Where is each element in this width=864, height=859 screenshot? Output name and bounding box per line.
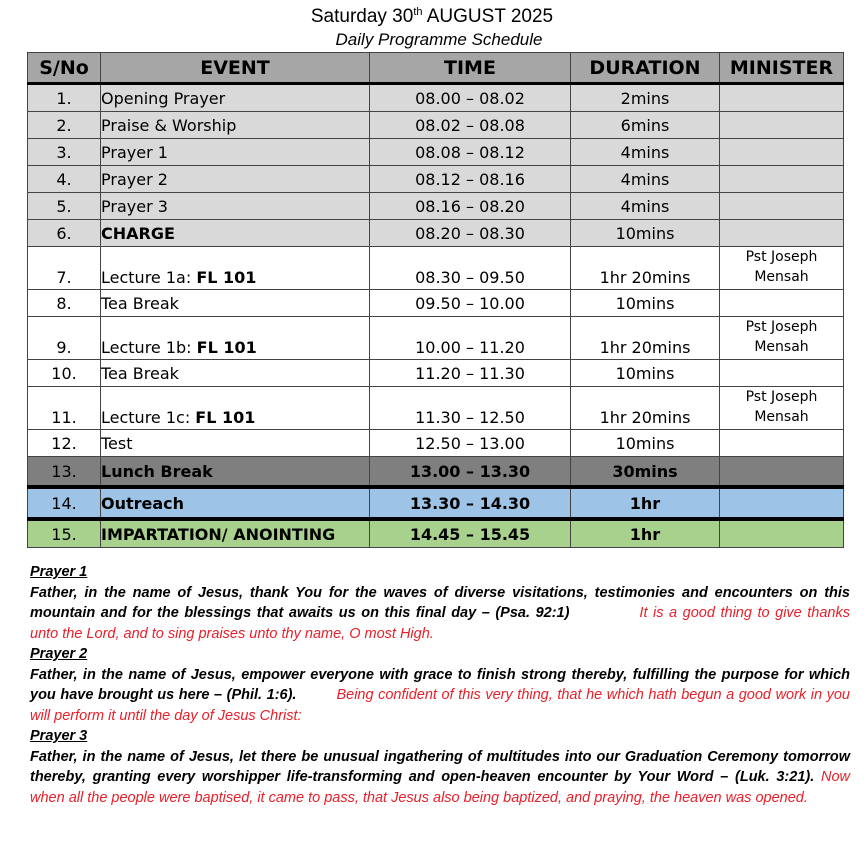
table-row — [28, 430, 844, 457]
row-event: IMPARTATION/ ANOINTING — [101, 519, 370, 548]
prayer-3-body — [30, 747, 850, 809]
table-row — [28, 457, 844, 488]
row-minister — [720, 139, 844, 166]
table-row — [28, 487, 844, 519]
row-minister: Pst Joseph Mensah — [720, 317, 844, 360]
table-row — [28, 166, 844, 193]
row-number: 2. — [28, 112, 101, 139]
table-row — [28, 290, 844, 317]
table-row — [28, 360, 844, 387]
row-event: Prayer 1 — [101, 139, 370, 166]
prayer-2-text: Father, in the name of Jesus, empower everyone with grace to finish strong thereby, fulfilling the purpose for which you have brought us here – (Phil. 1:6). — [30, 666, 850, 703]
row-duration: 30mins — [571, 457, 720, 488]
row-minister — [720, 430, 844, 457]
row-minister — [720, 166, 844, 193]
row-duration: 10mins — [571, 220, 720, 247]
row-number: 12. — [28, 430, 101, 457]
row-minister — [720, 487, 844, 519]
row-event: Lecture 1c: FL 101 — [101, 387, 370, 430]
prayer-3-heading: Prayer 3 — [30, 728, 88, 744]
row-number: 6. — [28, 220, 101, 247]
prayer-1-scripture: It is a good thing to give thanks unto the Lord, and to sing praises unto thy name, O most High. — [30, 605, 850, 642]
row-time: 08.02 – 08.08 — [370, 112, 571, 139]
row-event: CHARGE — [101, 220, 370, 247]
row-minister — [720, 457, 844, 488]
table-row — [28, 247, 844, 290]
table-row — [28, 84, 844, 112]
row-time: 08.20 – 08.30 — [370, 220, 571, 247]
row-duration: 4mins — [571, 139, 720, 166]
column-header-minister: MINISTER — [720, 53, 844, 84]
row-time: 13.00 – 13.30 — [370, 457, 571, 488]
row-duration: 4mins — [571, 193, 720, 220]
column-header-time: TIME — [370, 53, 571, 84]
row-number: 11. — [28, 387, 101, 430]
prayer-1-heading: Prayer 1 — [30, 564, 88, 580]
prayer-2-body — [30, 665, 850, 727]
row-duration: 4mins — [571, 166, 720, 193]
row-event: Tea Break — [101, 290, 370, 317]
row-number: 8. — [28, 290, 101, 317]
row-duration: 6mins — [571, 112, 720, 139]
row-time: 11.20 – 11.30 — [370, 360, 571, 387]
row-duration: 10mins — [571, 430, 720, 457]
column-header-event: EVENT — [101, 53, 370, 84]
row-duration: 1hr — [571, 519, 720, 548]
prayer-2-heading: Prayer 2 — [30, 646, 88, 662]
row-number: 3. — [28, 139, 101, 166]
page-title: Saturday 30th AUGUST 2025 — [310, 6, 554, 27]
row-time: 10.00 – 11.20 — [370, 317, 571, 360]
row-duration: 1hr 20mins — [571, 317, 720, 360]
row-duration: 10mins — [571, 360, 720, 387]
table-row — [28, 220, 844, 247]
table-header-row — [28, 53, 844, 84]
row-minister — [720, 193, 844, 220]
prayer-section — [30, 562, 850, 808]
table-row — [28, 139, 844, 166]
row-number: 14. — [28, 487, 101, 519]
row-number: 9. — [28, 317, 101, 360]
row-number: 5. — [28, 193, 101, 220]
prayer-1-body — [30, 583, 850, 645]
row-time: 08.00 – 08.02 — [370, 84, 571, 112]
prayer-3-scripture: Now when all the people were baptised, it came to pass, that Jesus also being baptized, and praying, the heaven was opened. — [30, 769, 850, 806]
column-header-duration: DURATION — [571, 53, 720, 84]
row-event: Lecture 1b: FL 101 — [101, 317, 370, 360]
row-time: 08.12 – 08.16 — [370, 166, 571, 193]
row-number: 10. — [28, 360, 101, 387]
row-time: 08.16 – 08.20 — [370, 193, 571, 220]
row-minister — [720, 84, 844, 112]
table-row — [28, 193, 844, 220]
row-minister — [720, 519, 844, 548]
page-subtitle: Daily Programme Schedule — [335, 30, 543, 49]
table-row — [28, 519, 844, 548]
row-duration: 1hr 20mins — [571, 387, 720, 430]
row-time: 09.50 – 10.00 — [370, 290, 571, 317]
row-time: 13.30 – 14.30 — [370, 487, 571, 519]
row-number: 13. — [28, 457, 101, 488]
row-minister — [720, 360, 844, 387]
row-event: Test — [101, 430, 370, 457]
row-number: 7. — [28, 247, 101, 290]
row-event: Opening Prayer — [101, 84, 370, 112]
table-row — [28, 112, 844, 139]
row-event: Outreach — [101, 487, 370, 519]
row-duration: 1hr — [571, 487, 720, 519]
row-event: Lecture 1a: FL 101 — [101, 247, 370, 290]
row-number: 15. — [28, 519, 101, 548]
row-duration: 1hr 20mins — [571, 247, 720, 290]
column-header-sno: S/No — [28, 53, 101, 84]
row-minister — [720, 112, 844, 139]
row-number: 4. — [28, 166, 101, 193]
row-event: Praise & Worship — [101, 112, 370, 139]
row-event: Lunch Break — [101, 457, 370, 488]
row-time: 12.50 – 13.00 — [370, 430, 571, 457]
row-minister — [720, 220, 844, 247]
prayer-2-scripture: Being confident of this very thing, that he which hath begun a good work in you will perform it until the day of Jesus Christ: — [30, 687, 850, 724]
row-event: Prayer 2 — [101, 166, 370, 193]
row-time: 14.45 – 15.45 — [370, 519, 571, 548]
schedule-table — [27, 52, 844, 548]
row-duration: 10mins — [571, 290, 720, 317]
table-row — [28, 387, 844, 430]
row-event: Prayer 3 — [101, 193, 370, 220]
row-time: 11.30 – 12.50 — [370, 387, 571, 430]
row-time: 08.08 – 08.12 — [370, 139, 571, 166]
prayer-3-text: Father, in the name of Jesus, let there be unusual ingathering of multitudes into our Graduation Ceremony tomorrow thereby, granting every worshipper life-transforming and open-heaven encounter by Your Word – (Luk. 3:21). — [30, 748, 850, 785]
row-minister: Pst Joseph Mensah — [720, 247, 844, 290]
row-number: 1. — [28, 84, 101, 112]
row-minister: Pst Joseph Mensah — [720, 387, 844, 430]
row-minister — [720, 290, 844, 317]
row-duration: 2mins — [571, 84, 720, 112]
table-row — [28, 317, 844, 360]
row-time: 08.30 – 09.50 — [370, 247, 571, 290]
row-event: Tea Break — [101, 360, 370, 387]
prayer-1-text: Father, in the name of Jesus, thank You for the waves of diverse visitations, testimonies and encounters on this mountain and for the blessings that awaits us on this final day – (Psa. 92:1) — [30, 584, 850, 621]
